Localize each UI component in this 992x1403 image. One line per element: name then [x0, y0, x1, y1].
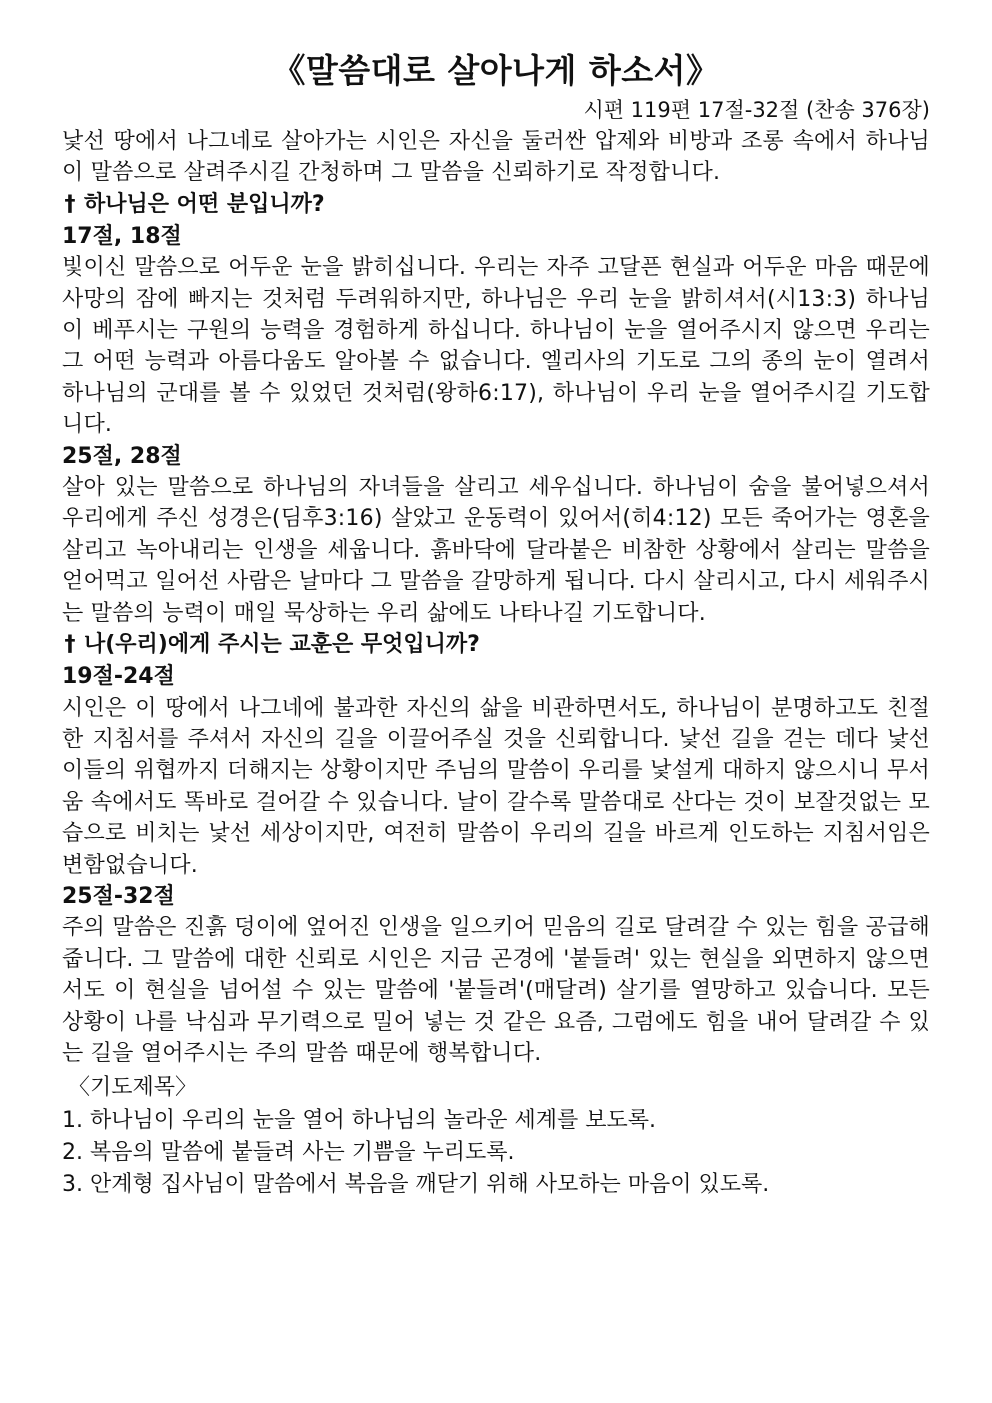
section-heading-text: 하나님은 어떤 분입니까? — [84, 191, 325, 217]
prayer-item: 1. 하나님이 우리의 눈을 열어 하나님의 놀라운 세계를 보도록. — [62, 1108, 656, 1134]
section-lesson — [62, 629, 930, 1069]
verse-label: 19절-24절 — [62, 664, 175, 690]
cross-icon: † — [64, 632, 76, 658]
scripture-reference: 시편 119편 17절-32절 (찬송 376장) — [583, 98, 930, 122]
verse-paragraph: 살아 있는 말씀으로 하나님의 자녀들을 살리고 세우십니다. 하나님이 숨을 불어넣으셔서 우리에게 주신 성경은(딤후3:16) 살았고 운동력이 있어서(히4:12) 모든 죽어가는 영혼을 살리고 녹아내리는 인생을 세웁니다. 흙바닥에 달라붙은 비참한 상황에서 살리는 말씀을 얻어먹고 일어선 사람은 날마다 그 말씀을 갈망하게 됩니다. 다시 살리시고, 다시 세워주시는 말씀의 능력이 매일 묵상하는 우리 삶에도 나타나길 기도합니다. — [62, 475, 930, 626]
cross-icon: † — [64, 191, 76, 217]
verse-paragraph: 주의 말씀은 진흙 덩이에 엎어진 인생을 일으키어 믿음의 길로 달려갈 수 있는 힘을 공급해줍니다. 그 말씀에 대한 신뢰로 시인은 지금 곤경에 '붙들려' 있는 현실을 외면하지 않으면서도 이 현실을 넘어설 수 있는 말씀에 '붙들려'(매달려) 살기를 열망하고 있습니다. 모든 상황이 나를 낙심과 무기력으로 밀어 넣는 것 같은 요즘, 그럼에도 힘을 내어 달려갈 수 있는 길을 열어주시는 주의 말씀 때문에 행복합니다. — [62, 915, 930, 1066]
prayer-title: 〈기도제목〉 — [68, 1075, 198, 1101]
verse-paragraph: 시인은 이 땅에서 나그네에 불과한 자신의 삶을 비관하면서도, 하나님이 분명하고도 친절한 지침서를 주셔서 자신의 길을 이끌어주실 것을 신뢰합니다. 낯선 길을 걷는 데다 낯선 이들의 위협까지 더해지는 상황이지만 주님의 말씀이 우리를 낯설게 대하지 않으시니 무서움 속에서도 똑바로 걸어갈 수 있습니다. 날이 갈수록 말씀대로 산다는 것이 보잘것없는 모습으로 비치는 낯선 세상이지만, 여전히 말씀이 우리의 길을 바르게 인도하는 지침서임은 변함없습니다. — [62, 695, 930, 878]
section-who-is-god — [62, 189, 930, 629]
document-page — [62, 48, 930, 1201]
intro-paragraph: 낯선 땅에서 나그네로 살아가는 시인은 자신을 둘러싼 압제와 비방과 조롱 속에서 하나님이 말씀으로 살려주시길 간청하며 그 말씀을 신뢰하기로 작정합니다. — [62, 129, 930, 186]
verse-label: 25절-32절 — [62, 883, 175, 909]
verse-label: 25절, 28절 — [62, 443, 182, 469]
verse-paragraph: 빛이신 말씀으로 어두운 눈을 밝히십니다. 우리는 자주 고달픈 현실과 어두운 마음 때문에 사망의 잠에 빠지는 것처럼 두려워하지만, 하나님은 우리 눈을 밝히셔서(시13:3) 하나님이 베푸시는 구원의 능력을 경험하게 하십니다. 하나님이 눈을 열어주시지 않으면 우리는 그 어떤 능력과 아름다움도 알아볼 수 없습니다. 엘리사의 기도로 그의 종의 눈이 열려서 하나님의 군대를 볼 수 있었던 것처럼(왕하6:17), 하나님이 우리 눈을 열어주시길 기도합니다. — [62, 255, 930, 438]
document-title: 《말씀대로 살아나게 하소서》 — [272, 51, 720, 90]
section-heading — [62, 189, 930, 221]
section-heading — [62, 629, 930, 661]
prayer-item: 3. 안계형 집사님이 말씀에서 복음을 깨닫기 위해 사모하는 마음이 있도록. — [62, 1172, 770, 1198]
prayer-section — [62, 1071, 930, 1201]
verse-label: 17절, 18절 — [62, 223, 182, 249]
prayer-item: 2. 복음의 말씀에 붙들려 사는 기쁨을 누리도록. — [62, 1140, 515, 1166]
section-heading-text: 나(우리)에게 주시는 교훈은 무엇입니까? — [84, 632, 480, 658]
